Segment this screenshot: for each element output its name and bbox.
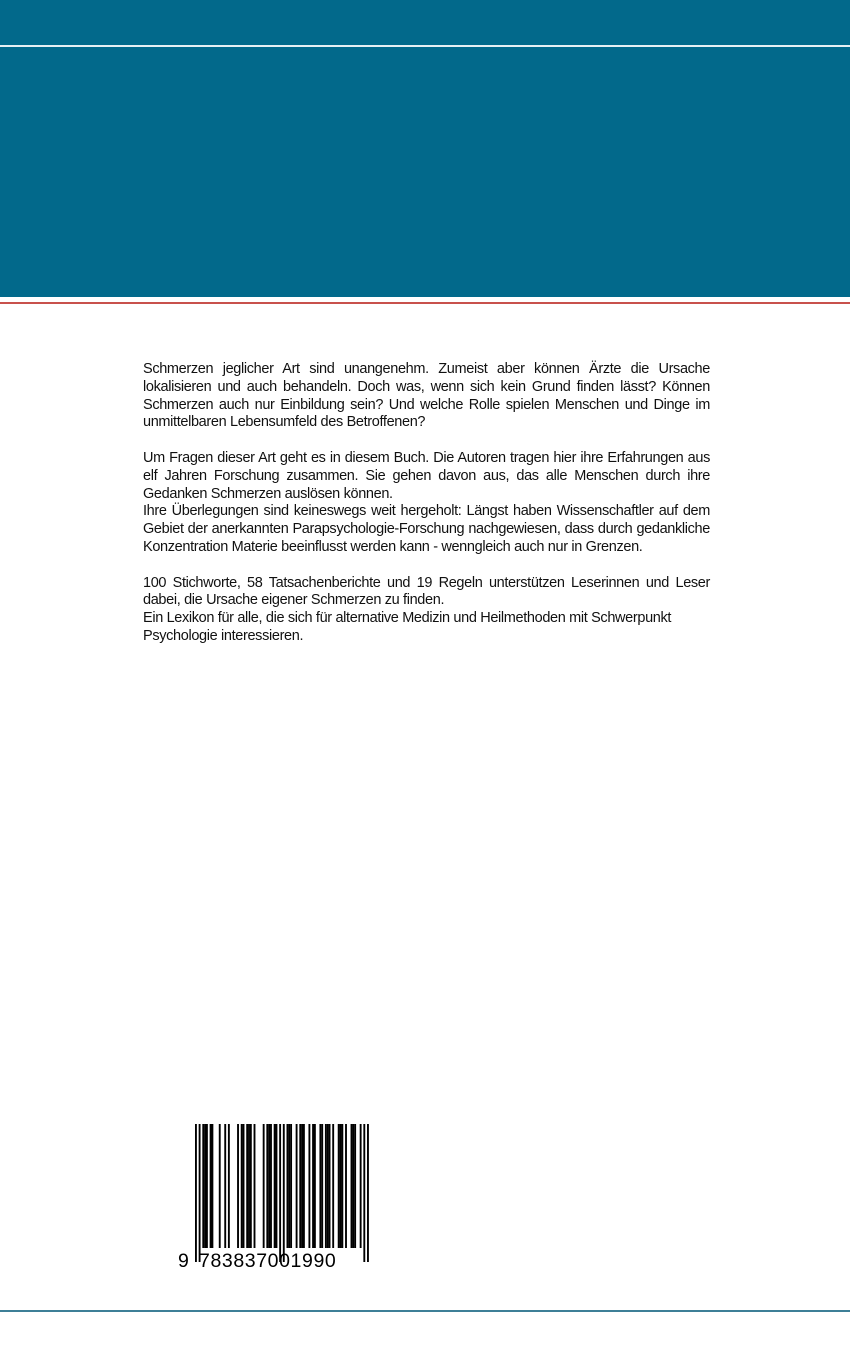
back-cover-blurb [143,361,710,646]
barcode-bar [254,1124,256,1248]
barcode-bar [206,1124,208,1248]
barcode-bar [199,1124,201,1262]
accent-rule [0,302,850,304]
isbn-barcode [175,1124,375,1274]
barcode-bar [351,1124,353,1248]
barcode-bar [211,1124,213,1248]
barcode-bar [246,1124,248,1248]
blurb-paragraph-2: Um Fragen dieser Art geht es in diesem Buch. Die Autoren tragen hier ihre Erfahrungen aus elf Jahren Forschung zusammen. Sie gehen davon aus, das alle Menschen durch ihre Gedanken Schmerzen auslösen können. [143,449,710,502]
barcode-bar [345,1124,347,1248]
barcode-bar [276,1124,278,1248]
barcode-bar [274,1124,276,1248]
barcode-bar [327,1124,329,1248]
barcode-bar [341,1124,343,1248]
blurb-paragraph-5: Ein Lexikon für alle, die sich für alternative Medizin und Heilmethoden mit Schwerpunkt Psychologie interessieren. [143,610,672,644]
barcode-bar [308,1124,310,1248]
barcode-bar [367,1124,369,1262]
barcode-bar [210,1124,212,1248]
barcode-bar [237,1124,239,1248]
barcode-bar [250,1124,252,1248]
barcode-bar [279,1124,281,1262]
barcode-bar [228,1124,230,1248]
barcode-bar [219,1124,221,1248]
barcode-bar [329,1124,331,1248]
barcode-bar [338,1124,340,1248]
barcode-bar [268,1124,270,1248]
barcode-bar [319,1124,321,1248]
barcode-bar [202,1124,204,1248]
barcode-bar [243,1124,245,1248]
barcode-bar [352,1124,354,1248]
barcode-bar [266,1124,268,1248]
barcode-bar [301,1124,303,1248]
barcode-bar [296,1124,298,1248]
barcode-bars [195,1124,370,1262]
barcode-bar [248,1124,250,1248]
barcode-bar [321,1124,323,1248]
barcode-bar [195,1124,197,1262]
barcode-bar [288,1124,290,1248]
bottom-rule [0,1310,850,1312]
barcode-bar [204,1124,206,1248]
blurb-paragraph-4: 100 Stichworte, 58 Tatsachenberichte und 19 Regeln unterstützen Leserinnen und Leser dabei, die Ursache eigener Schmerzen zu finden. [143,574,710,609]
barcode-bar [270,1124,272,1248]
barcode-bar [287,1124,289,1248]
isbn-remaining-digits: 783837001990 [199,1250,337,1272]
barcode-bar [354,1124,356,1248]
blurb-paragraph-1: Schmerzen jeglicher Art sind unangenehm. Zumeist aber können Ärzte die Ursache lokalisieren und auch behandeln. Doch was, wenn sich kein Grund finden lässt? Können Schmerzen auch nur Einbildung sein? Und welche Rolle spielen Menschen und Dinge im unmittelbaren Lebensumfeld des Betroffenen? [143,361,710,431]
header-divider-line [0,45,850,47]
barcode-bar [299,1124,301,1248]
barcode-bar [360,1124,362,1248]
isbn-first-digit: 9 [178,1250,190,1272]
barcode-bar [241,1124,243,1248]
barcode-bar [363,1124,365,1262]
blurb-paragraph-3: Ihre Überlegungen sind keineswegs weit hergeholt: Längst haben Wissenschaftler auf dem Gebiet der anerkannten Parapsychologie-Forschung nachgewiesen, dass durch gedankliche Konzentration Materie beeinflusst werden kann - wenngleich auch nur in Grenzen. [143,503,710,555]
barcode-bar [290,1124,292,1248]
barcode-bar [325,1124,327,1248]
barcode-bar [303,1124,305,1248]
barcode-bar [263,1124,265,1248]
barcode-bar [332,1124,334,1248]
barcode-bar [283,1124,285,1262]
barcode-bar [224,1124,226,1248]
barcode-bar [312,1124,314,1248]
barcode-bar [314,1124,316,1248]
barcode-bar [340,1124,342,1248]
